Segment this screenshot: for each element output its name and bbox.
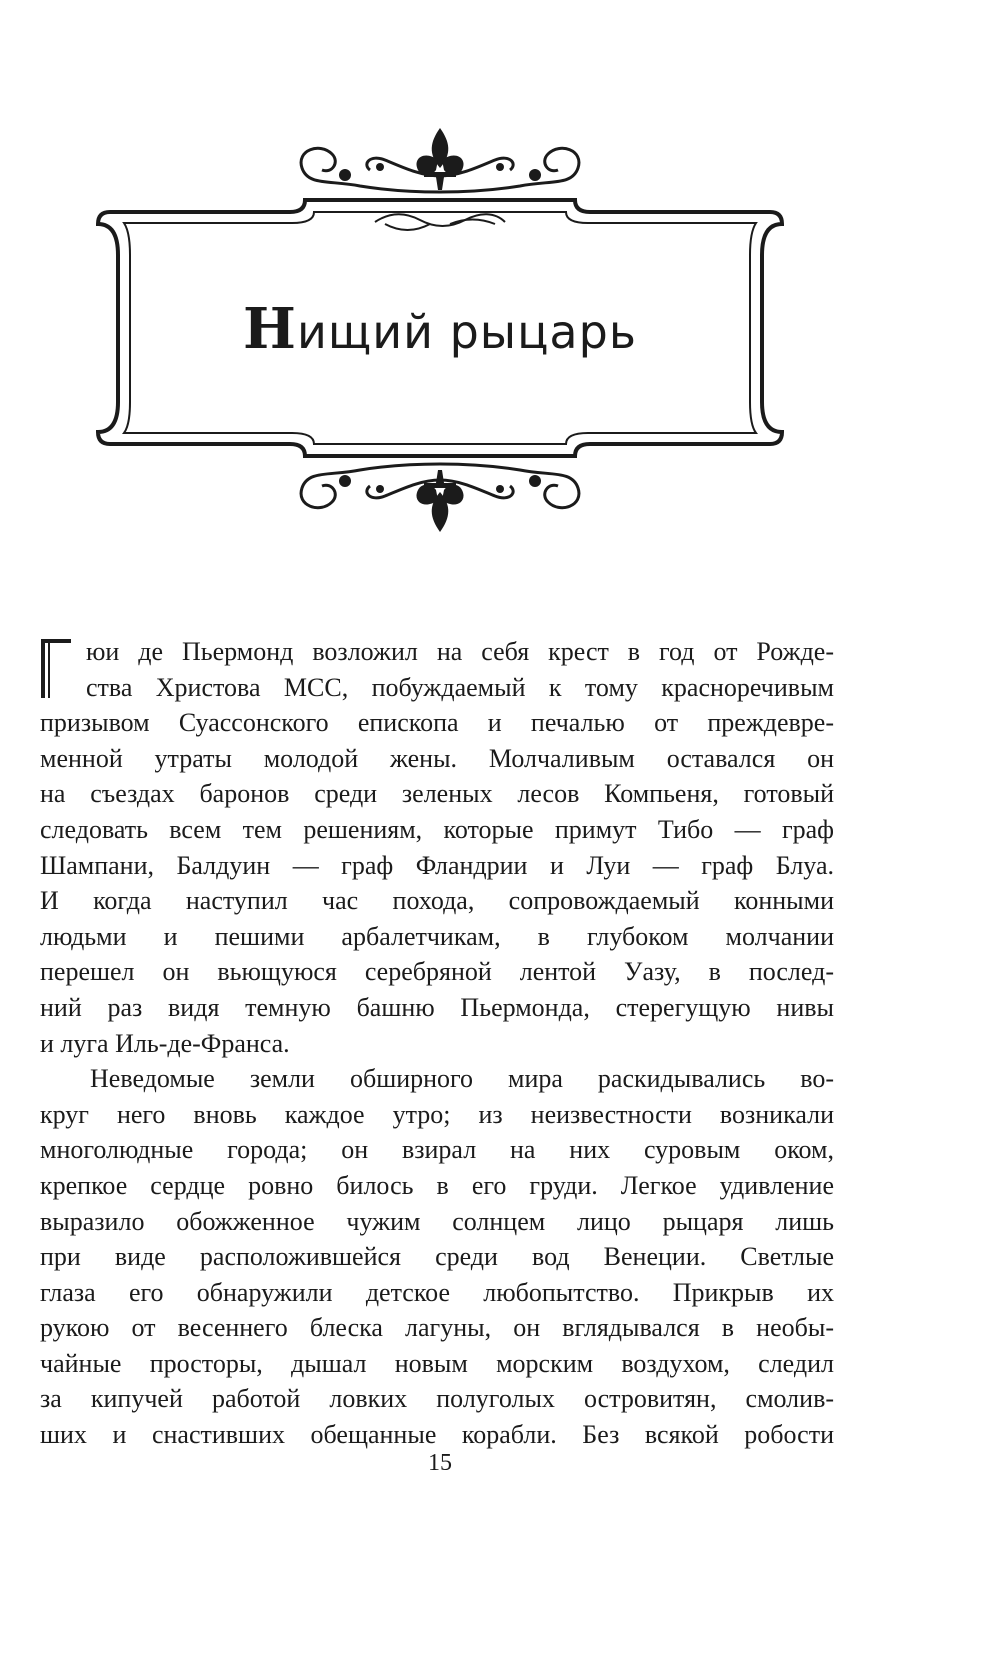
flourish: [375, 214, 505, 230]
body-text: [40, 634, 834, 1453]
text-line: глаза его обнаружили детское любопытство. Прикрыв их: [40, 1277, 834, 1307]
text-line: рукою от весеннего блеска лагуны, он вглядывался в необы-: [40, 1313, 834, 1343]
text-line: Неведомые земли обширного мира раскидывались во-: [90, 1064, 834, 1094]
text-line: Шампани, Балдуин — граф Фландрии и Луи — граф Блуа.: [40, 850, 834, 880]
text-line: на съездах баронов среди зеленых лесов Компьеня, готовый: [40, 779, 834, 809]
text-line: И когда наступил час похода, сопровождаемый конными: [40, 886, 834, 916]
chapter-title: [240, 296, 640, 362]
text-line: юи де Пьермонд возложил на себя крест в год от Рожде-: [86, 637, 834, 666]
text-line: выразило обожженное чужим солнцем лицо рыцаря лишь: [40, 1206, 834, 1236]
text-line: перешел он вьющуюся серебряной лентой Уазу, в послед-: [40, 957, 834, 987]
text-line: круг него вновь каждое утро; из неизвестности возникали: [40, 1099, 834, 1129]
fleur-de-lis-bottom-icon: [416, 470, 463, 532]
paragraph-1: [40, 634, 834, 1061]
text-line: следовать всем тем решениям, которые примут Тибо — граф: [40, 814, 834, 844]
page-number: 15: [428, 1450, 452, 1476]
text-line: ний раз видя темную башню Пьермонда, стерегущую нивы: [40, 992, 834, 1022]
text-line: менной утраты молодой жены. Молчаливым оставался он: [40, 743, 834, 773]
text-line: ства Христова MCC, побуждаемый к тому красноречивым: [86, 672, 834, 702]
text-line: и луга Иль-де-Франса.: [40, 1028, 290, 1058]
text-line: крепкое сердце ровно билось в его груди. Легкое удивление: [40, 1170, 834, 1200]
chapter-title-rest: ищий рыцарь: [296, 305, 637, 359]
text-line: многолюдные города; он взирал на них суровым оком,: [40, 1135, 834, 1165]
text-line: призывом Суассонского епископа и печалью от преждевре-: [40, 708, 834, 738]
chapter-title-initial: Н: [243, 296, 297, 362]
paragraph-2: [40, 1061, 834, 1453]
text-line: при виде расположившейся среди вод Венеции. Светлые: [40, 1242, 834, 1272]
text-line: чайные просторы, дышал новым морским воздухом, следил: [40, 1348, 834, 1378]
text-line: людьми и пешими арбалетчикам, в глубоком молчании: [40, 921, 834, 951]
fleur-de-lis-top-icon: [416, 128, 463, 190]
text-line: за кипучей работой ловких полуголых островитян, смолив-: [40, 1384, 834, 1414]
text-line: ших и снастивших обещанные корабли. Без всякой робости: [40, 1420, 834, 1450]
